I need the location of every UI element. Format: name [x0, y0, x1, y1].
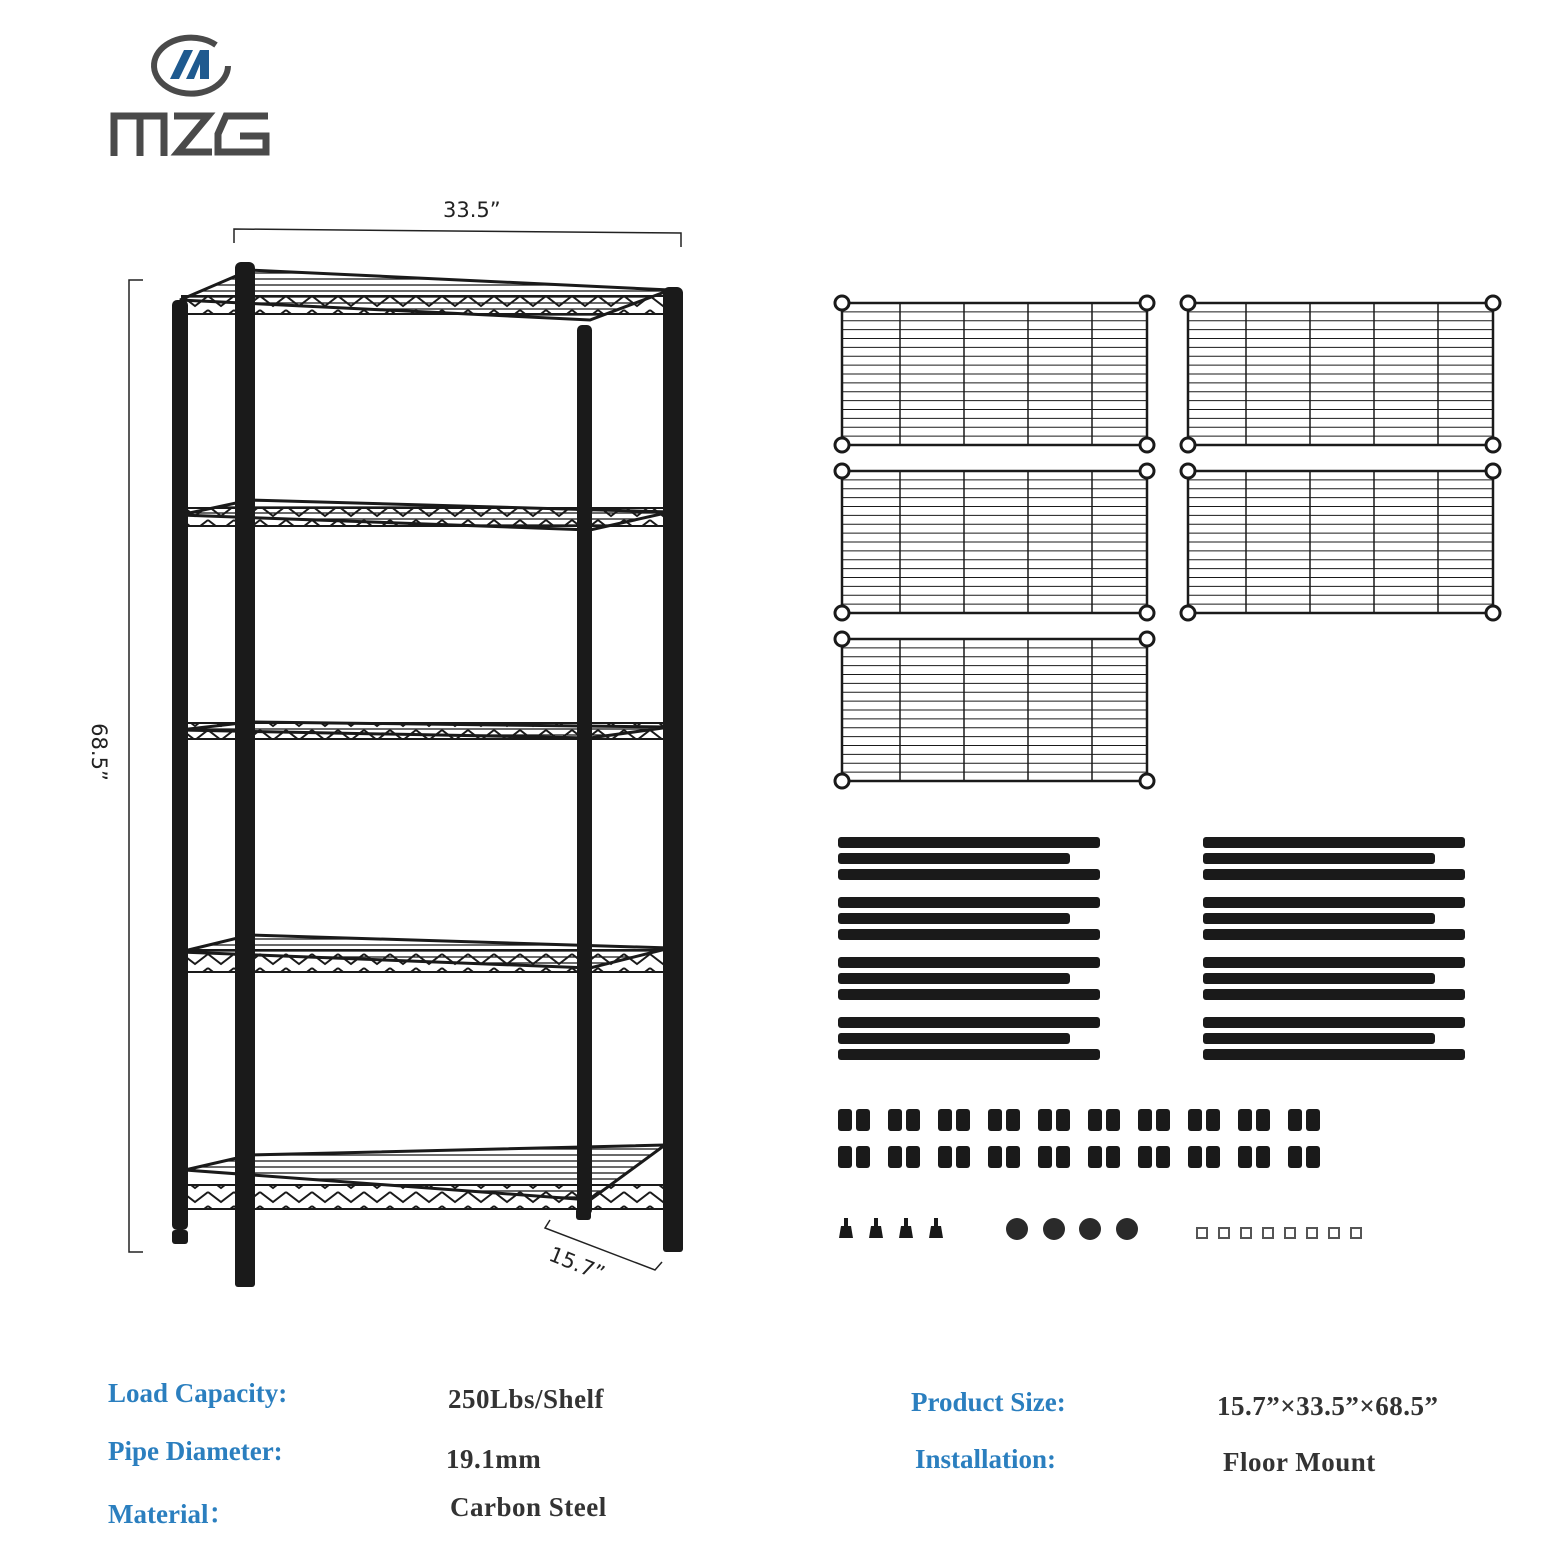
assembled-rack-illustration [70, 190, 710, 1300]
depth-dimension-label: 15.7” [545, 1242, 609, 1286]
wire-shelf-icon [1181, 464, 1500, 620]
pipe-diameter-value: 19.1mm [446, 1444, 542, 1474]
pipe-diameter-label: Pipe Diameter: [108, 1436, 283, 1466]
brand-wordmark [114, 116, 268, 156]
height-dimension-label: 68.5” [86, 723, 111, 781]
load-capacity-label: Load Capacity: [108, 1378, 288, 1408]
wire-shelf-icon [1181, 296, 1500, 452]
shelf-5 [185, 1145, 665, 1209]
product-size-value: 15.7”×33.5”×68.5” [1217, 1391, 1439, 1421]
end-cap-icon [1006, 1218, 1138, 1240]
pole-icon [838, 837, 1100, 1060]
pole-icon [1203, 837, 1465, 1060]
parts-illustration [820, 285, 1520, 1265]
product-size-label: Product Size: [911, 1387, 1066, 1417]
sleeve-icon [838, 1109, 1320, 1168]
wire-shelf-icon [835, 464, 1154, 620]
front-poles [235, 262, 683, 1282]
material-label: Material： [108, 1499, 236, 1529]
wire-shelf-icon [835, 296, 1154, 452]
leveling-foot-icon [839, 1218, 943, 1238]
width-dimension-label: 33.5” [443, 198, 501, 222]
installation-label: Installation: [915, 1444, 1057, 1474]
brand-logo [108, 28, 278, 163]
connector-icon [1197, 1228, 1361, 1238]
installation-value: Floor Mount [1223, 1447, 1376, 1477]
material-value: Carbon Steel [450, 1492, 607, 1522]
load-capacity-value: 250Lbs/Shelf [448, 1384, 605, 1414]
dimension-lines [129, 229, 681, 1270]
brand-logo-icon [154, 38, 228, 94]
wire-shelf-icon [835, 632, 1154, 788]
